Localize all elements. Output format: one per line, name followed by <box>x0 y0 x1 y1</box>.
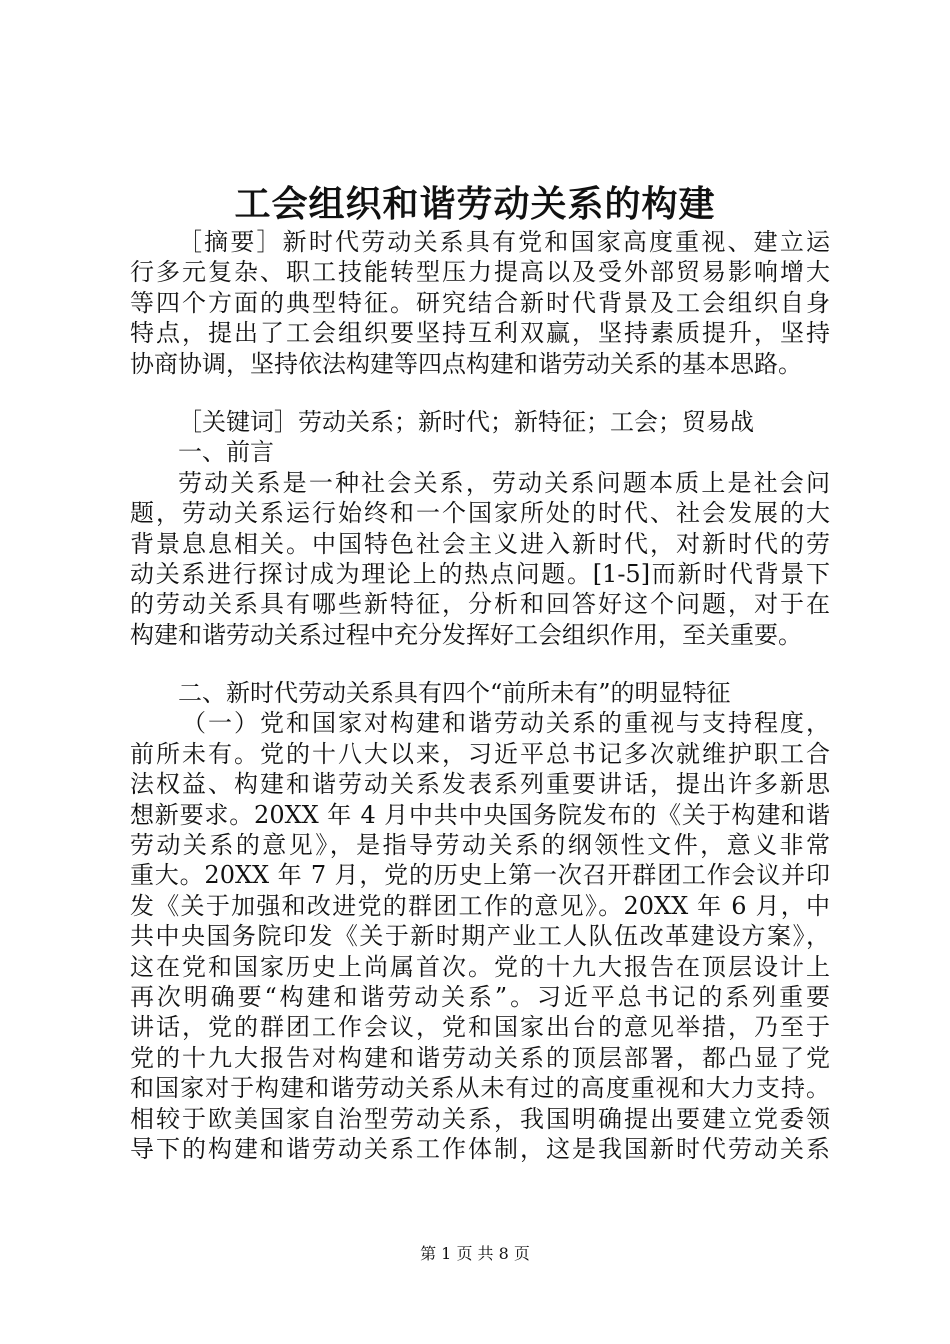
paragraph-line: 法权益、构建和谐劳动关系发表系列重要讲话，提出许多新思 <box>130 770 830 799</box>
paragraph-line: 这在党和国家历史上尚属首次。党的十九大报告在顶层设计上 <box>130 952 830 981</box>
paragraph-line: 共中央国务院印发《关于新时期产业工人队伍改革建设方案》， <box>130 922 830 951</box>
document-body <box>130 227 830 1164</box>
abstract-line: 等四个方面的典型特征。研究结合新时代背景及工会组织自身 <box>130 288 830 317</box>
paragraph-line: 发《关于加强和改进党的群团工作的意见》。20XX 年 6 月，中 <box>130 891 830 920</box>
paragraph-line: 劳动关系的意见》，是指导劳动关系的纲领性文件，意义非常 <box>130 831 830 860</box>
abstract-line: 行多元复杂、职工技能转型压力提高以及受外部贸易影响增大 <box>130 258 830 287</box>
keywords: ［关键词］劳动关系；新时代；新特征；工会；贸易战 <box>178 407 754 436</box>
abstract-line: 协商协调，坚持依法构建等四点构建和谐劳动关系的基本思路。 <box>130 349 802 378</box>
page-footer: 第 1 页 共 8 页 <box>420 1244 530 1263</box>
paragraph-line: 重大。20XX 年 7 月，党的历史上第一次召开群团工作会议并印 <box>130 861 830 890</box>
paragraph-line: 讲话，党的群团工作会议，党和国家出台的意见举措，乃至于 <box>130 1013 830 1042</box>
section-heading-1: 一、前言 <box>178 438 274 467</box>
paragraph-line: 题，劳动关系运行始终和一个国家所处的时代、社会发展的大 <box>130 499 830 528</box>
paragraph-line: 的劳动关系具有哪些新特征，分析和回答好这个问题，对于在 <box>130 590 830 619</box>
paragraph-line: 和国家对于构建和谐劳动关系从未有过的高度重视和大力支持。 <box>130 1074 830 1103</box>
paragraph-line: 构建和谐劳动关系过程中充分发挥好工会组织作用，至关重要。 <box>130 620 802 649</box>
section-heading-2: 二、新时代劳动关系具有四个“前所未有”的明显特征 <box>178 679 731 708</box>
paragraph-line: 再次明确要“构建和谐劳动关系”。习近平总书记的系列重要 <box>130 982 830 1011</box>
paragraph-line: 相较于欧美国家自治型劳动关系，我国明确提出要建立党委领 <box>130 1104 830 1133</box>
paragraph-line: 前所未有。党的十八大以来，习近平总书记多次就维护职工合 <box>130 739 830 768</box>
paragraph-line: （一）党和国家对构建和谐劳动关系的重视与支持程度， <box>182 709 830 738</box>
abstract-line: ［摘要］新时代劳动关系具有党和国家高度重视、建立运 <box>178 228 830 256</box>
paragraph-line: 导下的构建和谐劳动关系工作体制，这是我国新时代劳动关系 <box>130 1134 830 1163</box>
document-title: 工会组织和谐劳动关系的构建 <box>234 183 716 225</box>
abstract-line: 特点，提出了工会组织要坚持互利双赢，坚持素质提升，坚持 <box>130 319 830 348</box>
paragraph-line: 想新要求。20XX 年 4 月中共中央国务院发布的《关于构建和谐 <box>130 800 830 829</box>
paragraph-line: 劳动关系是一种社会关系，劳动关系问题本质上是社会问 <box>178 468 830 497</box>
paragraph-line: 背景息息相关。中国特色社会主义进入新时代，对新时代的劳 <box>130 529 830 558</box>
paragraph-line: 党的十九大报告对构建和谐劳动关系的顶层部署，都凸显了党 <box>130 1043 830 1072</box>
paragraph-line: 动关系进行探讨成为理论上的热点问题。[1-5]而新时代背景下 <box>130 559 830 588</box>
